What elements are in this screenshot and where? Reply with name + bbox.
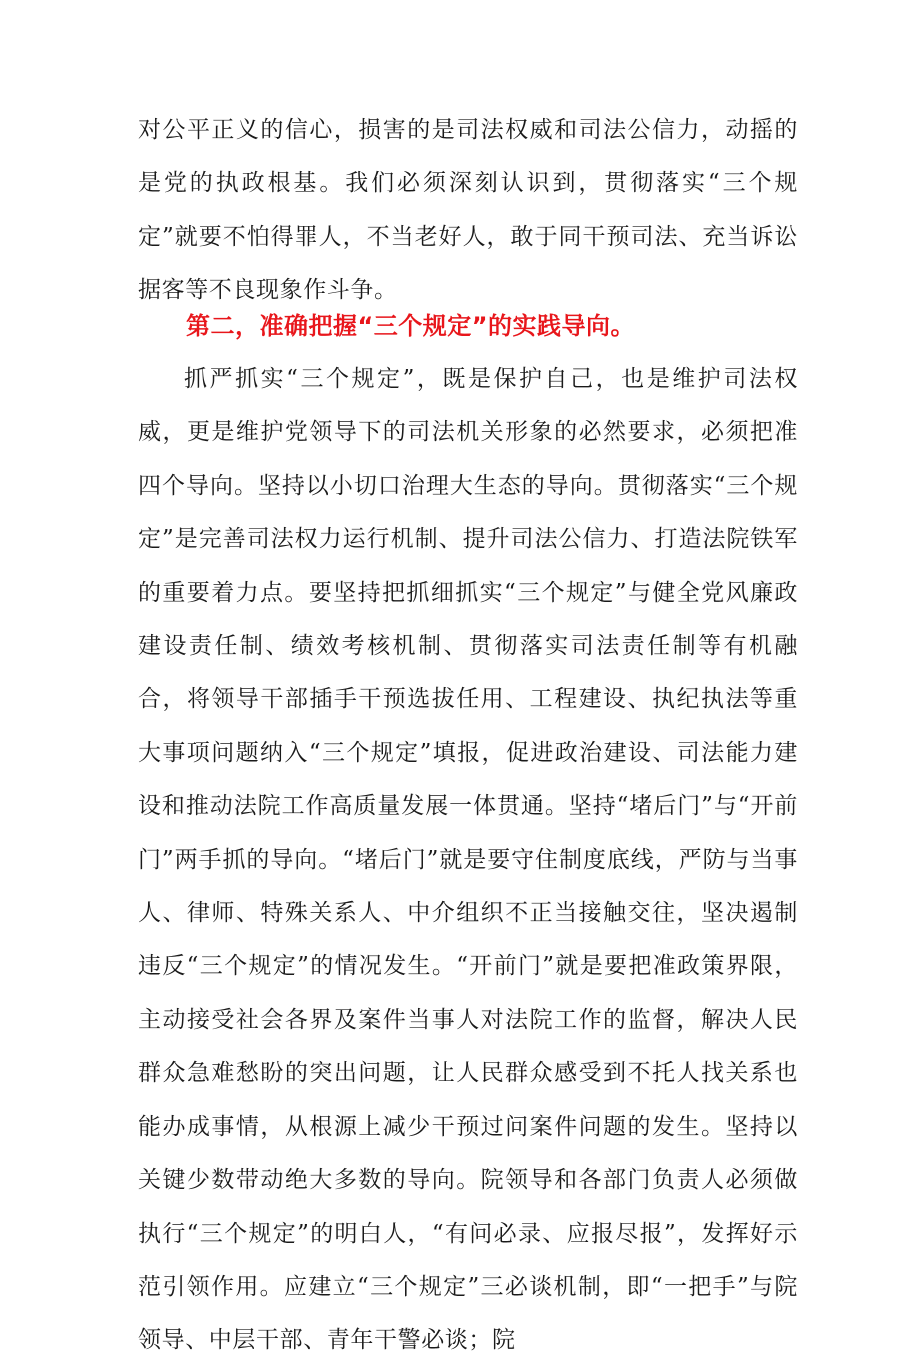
paragraph-continuation: 对公平正义的信心，损害的是司法权威和司法公信力，动摇的是党的执政根基。我们必须深刻认识到，贯彻落实“三个规定”就要不怕得罪人，不当老好人，敢于同干预司法、充当诉讼据客等不良现象作斗争。: [138, 117, 798, 304]
paragraph-body: 抓严抓实“三个规定”，既是保护自己，也是维护司法权威，更是维护党领导下的司法机关形象的必然要求，必须把准四个导向。坚持以小切口治理大生态的导向。贯彻落实“三个规定”是完善司法权力运行机制、提升司法公信力、打造法院铁军的重要着力点。要坚持把抓细抓实“三个规定”与健全党风廉政建设责任制、绩效考核机制、贯彻落实司法责任制等有机融合，将领导干部插手干预选拔任用、工程建设、执纪执法等重大事项问题纳入“三个规定”填报，促进政治建设、司法能力建设和推动法院工作高质量发展一体贯通。坚持“堵后门”与“开前门”两手抓的导向。“堵后门”就是要守住制度底线，严防与当事人、律师、特殊关系人、中介组织不正当接触交往，坚决遏制违反“三个规定”的情况发生。“开前门”就是要把准政策界限，主动接受社会各界及案件当事人对法院工作的监督，解决人民群众急难愁盼的突出问题，让人民群众感受到不托人找关系也能办成事情，从根源上减少干预过问案件问题的发生。坚持以关键少数带动绝大多数的导向。院领导和各部门负责人必须做执行“三个规定”的明白人，“有问必录、应报尽报”，发挥好示范引领作用。应建立“三个规定”三必谈机制，即“一把手”与院领导、中层干部、青年干警必谈；院: [138, 366, 798, 1354]
section-heading: 第二，准确把握“三个规定”的实践导向。: [186, 312, 636, 340]
